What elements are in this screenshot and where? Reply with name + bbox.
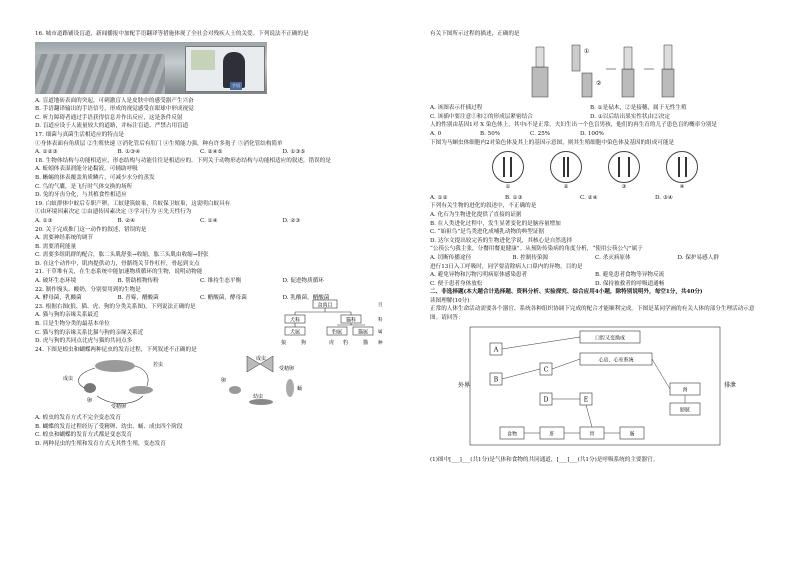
butterfly-label-larva: 幼虫 <box>253 394 264 401</box>
cell-3-icon <box>608 151 640 183</box>
q27-option-b: B. ①③ <box>505 194 523 201</box>
tree-family-cat: 猫科 <box>345 317 357 324</box>
q17-option-c: C. ②④⑤ <box>200 149 223 156</box>
cell-2-label: ② <box>563 184 569 191</box>
q19-line: ①由环境因素决定 ②由遗传因素决定 ③学习行为 ④先天性行为 <box>35 209 192 216</box>
chromosome-cells <box>492 151 770 192</box>
question-18: 18. 生物体结构与功能相适应，形态结构与功能往往是相适应的。下列关于动物形态结构与功能相适应的叙述，错误的是 <box>35 157 331 164</box>
q18-option-b: B. 蜥蜴的体表覆盖角质鳞片，可减少水分的蒸发 <box>35 174 155 181</box>
q19-option-d: D. ②③ <box>282 217 301 224</box>
outside-label: 外界 <box>458 381 471 389</box>
question-17: 17. 细菌与真菌生活相适应的特点是 <box>35 131 124 138</box>
q24-option-c: C. 蝗虫和蝴蝶的发育方式都是变态发育 <box>35 432 133 439</box>
q22-option-c: C. 醋酸菌，酵母菌 <box>200 295 247 302</box>
grasshopper-label-egg: 卵 <box>87 398 93 405</box>
grafting-figure <box>522 39 722 101</box>
tree-family-dog: 犬科 <box>289 317 301 324</box>
q21-options <box>35 277 365 286</box>
section-heading: 二、非选择题(本大题合计选择题、资料分析、实验探究、综合应用4小题，除特别说明外，每空1分，共40分) <box>430 289 703 296</box>
cell-2-icon <box>550 151 582 183</box>
q19-option-c: C. ①④ <box>200 217 218 224</box>
grasshopper-adult-icon <box>95 360 135 372</box>
question-23: 23. 根据右图(狼、猫、虎、狗的分类关系图)，下列说法正确的是 <box>35 303 196 310</box>
cell-4 <box>666 151 698 192</box>
bottom-box-intestine: 肠 <box>629 431 635 438</box>
bladder-box: 膀胱 <box>679 407 691 414</box>
tree-genus-dog: 犬属 <box>289 329 301 336</box>
q27-option-c: C. ②④ <box>580 194 598 201</box>
cell-1 <box>492 151 524 192</box>
q29-option-b: B. 控制传染源 <box>512 254 549 261</box>
classification-tree <box>273 299 385 349</box>
q24-option-d: D. 两种昆虫的生殖和发育方式无其性生殖，变态发育 <box>35 440 166 447</box>
tree-species-wolf: 狼 <box>281 339 287 346</box>
cell-1-icon <box>492 151 524 183</box>
butterfly-pupa-icon <box>286 379 294 397</box>
rank-family: 科 <box>378 317 383 323</box>
grasshopper-nymph-icon <box>129 386 153 394</box>
question-25: 有关下图所示过程的描述，正确的是 <box>430 31 520 37</box>
box-c: C <box>543 366 549 374</box>
label-1: ① <box>584 47 590 55</box>
rank-species: 种 <box>378 340 383 346</box>
rank-genus: 属 <box>378 329 383 335</box>
q28-option-d: D. 达尔文提出较完善的生物进化学说，其核心是自然选择 <box>430 237 573 244</box>
q23-option-c: C. 猫与豹的亲缘关系比猫与狗的亲缘关系近 <box>35 329 144 336</box>
top-box-label: 口腔又变换成 <box>594 335 626 342</box>
grasshopper-label-zygote: 受精卵 <box>111 404 127 411</box>
q23-option-a: A. 猫与狗的亲缘关系最近 <box>35 312 99 319</box>
q28-option-b: B. 在人类进化过程中，发生显著变化的是脑容量增加 <box>430 220 561 227</box>
bottom-box-liver: 肝 <box>549 431 555 438</box>
question-19: 19. 白蚁群体中蚁后专职产卵，工蚁建筑蚁巢，兵蚁保卫蚁巢，这说明白蚁具有 <box>35 200 231 207</box>
q24-option-a: A. 蝗虫的发育方式不完全变态发育 <box>35 415 121 421</box>
q23-option-b: B. 目是生物分类的最基本单位 <box>35 321 110 328</box>
bottom-box-stomach: 胃 <box>589 431 595 438</box>
scion-icon <box>536 47 544 67</box>
kidney-box: 肾 <box>682 387 688 394</box>
q21-option-a: A. 破坏生态环境 <box>35 278 77 285</box>
tree-species-cat: 猫 <box>363 339 369 346</box>
q25-options-row1 <box>430 104 750 113</box>
q19-options <box>35 217 365 226</box>
q30-option-d: D. 保持被救者的呼吸道通畅 <box>595 280 665 287</box>
question-20: 20. 关于完成推门这一动作的叙述，错误的是 <box>35 226 147 233</box>
right-column <box>430 30 770 465</box>
cell-3-label: ③ <box>621 184 627 191</box>
box-a: A <box>493 346 499 354</box>
physiology-diagram <box>430 323 760 453</box>
q26-option-a: A. 0 <box>430 130 442 137</box>
photo-caption: 手语 <box>230 82 242 91</box>
left-column <box>35 30 387 448</box>
tree-species-tiger: 虎 <box>329 339 335 346</box>
q22-option-d: D. 乳酸菌，醋酸菌 <box>282 295 330 302</box>
tree-species-dog: 狗 <box>301 339 307 346</box>
stock-icon <box>532 67 548 97</box>
q30-options-row2 <box>430 280 760 289</box>
grasshopper-egg-icon <box>84 383 96 393</box>
q29-option-a: A. 切断传播途径 <box>430 254 472 261</box>
tree-genus-leopard: 豹属 <box>331 329 343 336</box>
butterfly-label-zygote: 受精卵 <box>279 366 295 373</box>
q19-option-b: B. ②④ <box>117 217 136 224</box>
question-27: 下图为马蛔虫体细胞内2对染色体及其上的基因示意图，则其生殖细胞中染色体及基因的组成可能是 <box>430 139 675 146</box>
q17-line: ①身体表面有角质层 ②生殖快速 ③消化管后有肛门 ④生殖能力强，种有许多孢子 ⑤消化管结构简单 <box>35 140 283 147</box>
q18-option-d: D. 兔的牙齿分化，与其植食性相适应 <box>35 192 127 199</box>
grasshopper-label-adult: 成虫 <box>63 376 74 383</box>
q27-option-a: A. ①② <box>430 194 448 201</box>
tree-species-leopard: 豹 <box>343 339 349 346</box>
q21-option-d: D. 促进物质循环 <box>282 278 324 285</box>
grasshopper-label-nymph: 若虫 <box>153 362 164 369</box>
q26-option-c: C. 25% <box>530 130 551 137</box>
question-16: 16. 城市道路铺设盲道，新闻播报中加配手语翻译等措施体现了全社会对残疾人士的关爱。下列说法不正确的是 <box>35 31 309 37</box>
q31-subquestion-1: (1)图中[___]___(共1分)是气体和食物的共同通道，[___]___(共1分)是呼吸系统的主要器官。 <box>430 457 659 464</box>
q28-option-a: A. 化石为生物进化提供了直接的证据 <box>430 211 522 218</box>
bottom-box-food: 食物 <box>506 431 518 438</box>
q25-option-c: C. 该插中要注意①和②的形成层紧密结合 <box>430 113 533 120</box>
news-photo <box>35 42 267 94</box>
question-30: 进行13日入工呼吸时，同学要清除病人口鼻内的异物，目的是 <box>430 263 583 270</box>
q25-options-row2 <box>430 113 750 122</box>
excretion-label: 排泄 <box>724 381 737 389</box>
q24-option-b: B. 蝴蝶的发育过程经历了受精卵、幼虫、蛹、成虫四个阶段 <box>35 423 183 430</box>
cell-2 <box>550 151 582 192</box>
q17-option-a: A. ①②③ <box>35 149 58 156</box>
q30-option-b: B. 避免患者食物等异物反流 <box>595 272 665 279</box>
q20-option-c: C. 需要多组肌群的配合，肱二头肌舒张→收缩，肱三头肌由收缩→舒张 <box>35 252 209 259</box>
question-26: 人的性别由基因1对 X 染色体上，其中ⅰ不是正常，夫妇生出一个色盲男孩，他们的再生育的儿子患色盲的概率分别是 <box>430 122 717 129</box>
question-24: 24. 下图是蝗虫和蝴蝶两种昆虫的发育过程，下列叙述不正确的是 <box>35 346 197 353</box>
insect-lifecycle-figure <box>35 354 335 410</box>
q17-option-b: B. ①③④ <box>117 149 141 156</box>
heart-box: 心房、心室系统 <box>598 357 634 364</box>
q30-option-c: C. 便于患者身体放松 <box>430 280 483 287</box>
cell-1-label: ① <box>505 184 511 191</box>
question-28: 下列有关生物的进化的叙述中，不正确的是 <box>430 203 537 210</box>
cell-3 <box>608 151 640 192</box>
butterfly-label-adult: 成虫 <box>256 356 267 363</box>
q30-options-row1 <box>430 271 760 280</box>
box-b: B <box>493 376 499 384</box>
q29-option-d: D. 保护易感人群 <box>677 254 719 261</box>
q23-option-d: D. 虎与狗的共同点比虎与猫的共同点多 <box>35 338 133 345</box>
question-22: 22. 制作馒头、酸奶，分别要用到的生物是 <box>35 286 141 293</box>
q25-option-d: D. ①以后结出果实性状由②决定 <box>590 113 670 120</box>
q31-title: 读图理解(10分) <box>430 297 470 304</box>
q18-option-a: A. 蚯蚓体表湿润能分泌黏液，可辅助呼吸 <box>35 166 138 173</box>
q17-option-d: D. ①③⑤ <box>282 149 306 156</box>
q16-option-b: B. 手语翻译输出的手语信号，形成的视觉感受在眼球中形成视觉 <box>35 106 194 113</box>
news-logo <box>191 50 215 70</box>
q25-option-b: B. ①是砧木，②是接穗，属于无性生殖 <box>590 105 687 112</box>
q21-option-b: B. 帮助植物传粉 <box>117 278 159 285</box>
tree-genus-cat: 猫属 <box>357 329 369 336</box>
q17-options <box>35 148 365 157</box>
q29-options <box>430 254 760 263</box>
q30-option-a: A. 避免异物和污物污明病原体感染患者 <box>430 272 528 279</box>
q27-option-d: D. ③④ <box>655 194 673 201</box>
rank-order: 目 <box>378 302 383 308</box>
q22-option-b: B. 青霉，醋酸菌 <box>117 295 159 302</box>
box-d: D <box>543 396 549 404</box>
question-21: 21. 干草堆有关，在生态系统中能加速物质循环的生物，说明动物能 <box>35 269 203 276</box>
tree-order: 食肉目 <box>317 302 333 309</box>
q31-intro: 正常的人体生命活动需要各个器官、系统各种组织协调下完成的配合才能顺利完成。下图是某同学画的有关人体的部分生理活动示意图。请回答： <box>430 306 755 322</box>
q16-option-a: A. 盲道地砖表面的突起，可刺激盲人是皮肤中的感受器产生兴奋 <box>35 97 194 104</box>
tactile-paving <box>35 54 165 94</box>
q25-option-a: A. 该图表示扦插过程 <box>430 105 483 112</box>
question-29: “公筷公勺我主张，分餐用餐更健康”。从预防传染病的角度分析，“使用公筷公勺”属于 <box>430 246 643 253</box>
q23-block <box>35 303 387 346</box>
label-2: ② <box>596 79 602 87</box>
butterfly-label-egg: 卵 <box>221 378 227 385</box>
q16-option-d: D. 盲道应设于人流量较大的道路，并标注盲道、严禁占用盲道 <box>35 123 189 130</box>
q26-options <box>430 130 630 139</box>
cell-4-label: ④ <box>679 184 685 191</box>
q20-option-a: A. 需要神经系统的调节 <box>35 235 93 242</box>
butterfly-label-pupa: 蛹 <box>297 386 303 393</box>
q29-option-c: C. 杀灭病原体 <box>595 254 631 261</box>
q22-option-a: A. 酵母菌，乳酸菌 <box>35 295 82 302</box>
q28-option-c: C. “始祖鸟”是鸟类进化成哺乳动物的典型证据 <box>430 229 545 236</box>
q19-option-a: A. ①③ <box>35 217 53 224</box>
box-e: E <box>583 396 589 404</box>
q27-options <box>430 194 730 203</box>
q20-option-b: B. 需要消耗能量 <box>35 243 77 250</box>
q26-option-b: B. 50% <box>480 130 501 137</box>
butterfly-egg-icon <box>229 386 241 394</box>
q26-option-d: D. 100% <box>580 130 604 137</box>
q21-option-c: C. 维持生态平衡 <box>200 278 242 285</box>
q20-option-d: D. 在这个动作中，肌肉提供动力，骨骼绕关节作杠杆，骨起到支点 <box>35 260 200 267</box>
cell-4-icon <box>666 151 698 183</box>
q18-option-c: C. 鸟的气囊，是飞行时气体交换的场所 <box>35 183 133 190</box>
q16-option-c: C. 听力障碍者通过手语获得信息并作出反应，这是条件反射 <box>35 114 183 121</box>
